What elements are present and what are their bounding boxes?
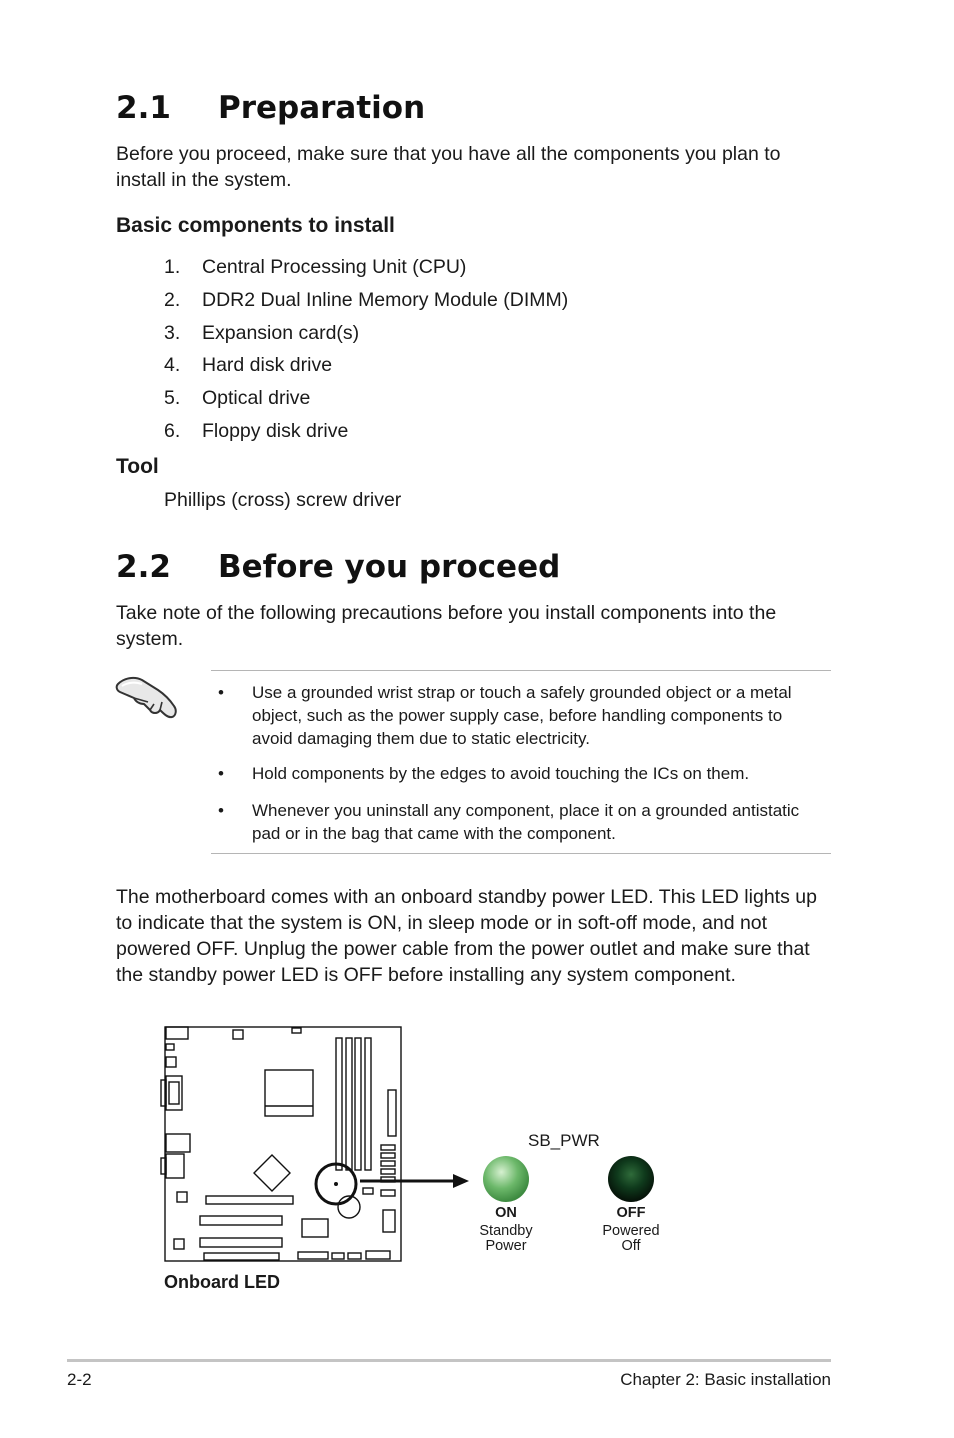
precautions-intro: Take note of the following precautions before you install components into the system. [116, 602, 777, 650]
tool-text: Phillips (cross) screw driver [164, 489, 402, 511]
section-title: Before you proceed [218, 549, 561, 585]
components-list [164, 251, 568, 448]
section-number: 2.2 [116, 549, 171, 585]
led-on-caption: ON Standby Power [479, 1205, 533, 1254]
section-number: 2.1 [116, 90, 171, 126]
onboard-led-caption: Onboard LED [164, 1272, 280, 1292]
list-item: 4. Hard disk drive [164, 354, 333, 377]
standby-led-paragraph: The motherboard comes with an onboard standby power LED. This LED lights up to indicate that the system is ON, in sleep mode or in soft-off mode, and not powered OFF. Unplug the power cable from the power outlet and make sure that the standby power LED is OFF before installing any system component. [116, 886, 817, 986]
precautions-note-box [211, 670, 831, 854]
chapter-title: Chapter 2: Basic installation [620, 1370, 831, 1389]
section-heading-before-you-proceed [116, 549, 560, 585]
note-item: • Hold components by the edges to avoid touching the ICs on them. [218, 764, 750, 783]
led-on-indicator [483, 1156, 529, 1202]
section-heading-preparation [116, 90, 425, 126]
section-title: Preparation [218, 90, 426, 126]
tool-heading: Tool [116, 455, 159, 478]
led-off-caption: OFF Powered Off [602, 1205, 660, 1254]
list-item: 2. DDR2 Dual Inline Memory Module (DIMM) [164, 288, 569, 311]
components-heading: Basic components to install [116, 214, 395, 237]
list-item: 5. Optical drive [164, 387, 311, 410]
hand-note-icon [114, 670, 180, 722]
note-item: • Whenever you uninstall any component, place it on a grounded antistatic pad or in the bag that came with the component. [218, 801, 800, 843]
list-item: 1. Central Processing Unit (CPU) [164, 256, 467, 278]
led-name-label: SB_PWR [528, 1131, 600, 1150]
footer-divider [67, 1359, 831, 1362]
list-item: 3. Expansion card(s) [164, 321, 360, 344]
note-item: • Use a grounded wrist strap or touch a safely grounded object or a metal object, such as the power supply case, before handling components to avoid damaging them due to static electricity. [218, 683, 792, 748]
preparation-intro: Before you proceed, make sure that you have all the components you plan to install in the system. [116, 143, 781, 191]
page-number: 2-2 [67, 1370, 92, 1389]
led-off-indicator [608, 1156, 654, 1202]
list-item: 6. Floppy disk drive [164, 419, 349, 442]
